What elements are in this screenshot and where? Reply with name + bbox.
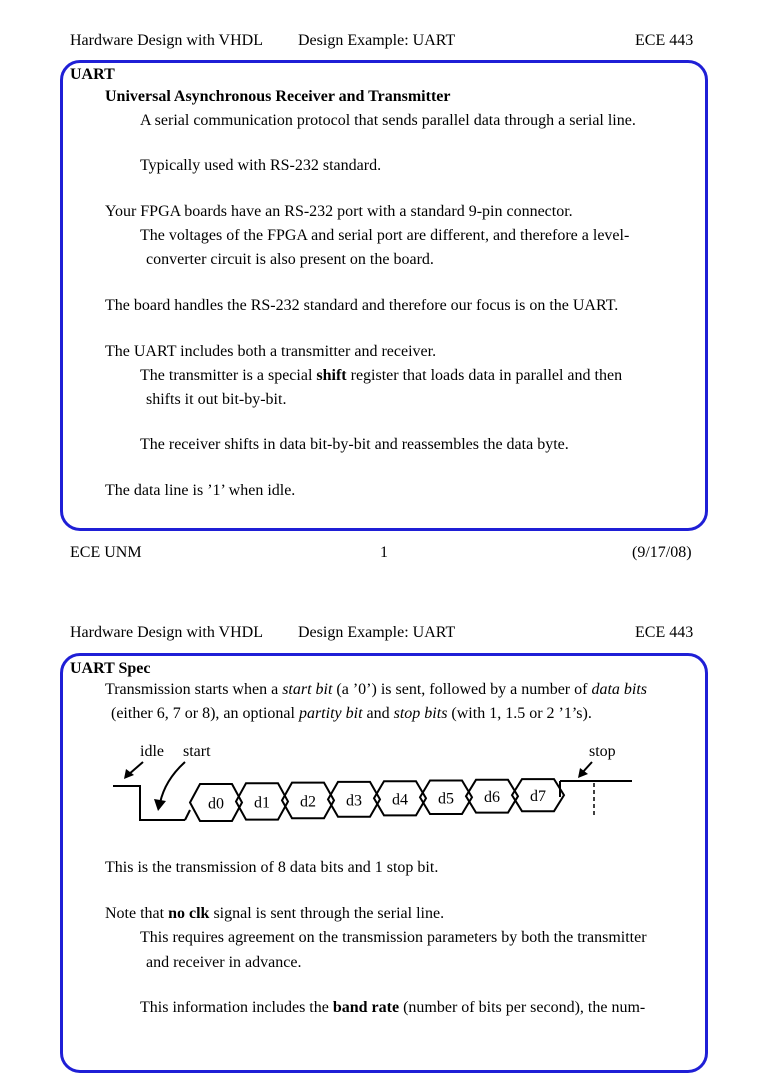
data-bit-label: d4	[392, 791, 408, 809]
term-data-bits: data bits	[591, 681, 648, 698]
slide1-subtitle: Universal Asynchronous Receiver and Transmitter	[105, 88, 451, 105]
term-parity-bit: partity bit	[298, 705, 363, 722]
slide2-header-course-number: ECE 443	[635, 624, 694, 641]
emphasis-shift: shift	[316, 367, 347, 384]
emphasis-no-clk: no clk	[168, 905, 210, 922]
slide2-line	[105, 904, 444, 924]
data-bit-label: d3	[346, 792, 362, 810]
idle-high-line	[113, 786, 185, 820]
text-run: signal is sent through the serial line.	[209, 905, 445, 922]
data-bit-label: d7	[530, 788, 546, 806]
data-bit-label: d5	[438, 790, 454, 808]
label-idle: idle	[140, 743, 164, 760]
slide1-footer-left: ECE UNM	[70, 544, 142, 561]
term-start-bit: start bit	[282, 681, 333, 698]
uart-timing-diagram	[0, 735, 768, 835]
slide1-footer-date: (9/17/08)	[632, 544, 692, 561]
slide2-line	[140, 998, 645, 1018]
slide1-line: A serial communication protocol that sends parallel data through a serial line.	[140, 112, 636, 129]
slide1-line: The data line is ’1’ when idle.	[105, 482, 296, 499]
slide1-header-course: Hardware Design with VHDL	[70, 32, 263, 49]
label-start: start	[183, 743, 211, 760]
slide1-line: shifts it out bit-by-bit.	[146, 391, 287, 408]
text-run: The transmitter is a special	[140, 367, 317, 384]
slide2-title: UART Spec	[70, 660, 151, 677]
slide2-header-topic: Design Example: UART	[298, 624, 456, 641]
slide1-header-topic: Design Example: UART	[298, 32, 456, 49]
slide1-line: The UART includes both a transmitter and receiver.	[105, 343, 437, 360]
start-arrow	[160, 762, 185, 803]
data-bit-label: d1	[254, 794, 270, 812]
slide2-line: This is the transmission of 8 data bits and 1 stop bit.	[105, 859, 439, 876]
label-stop: stop	[589, 743, 616, 760]
slide1-title: UART	[70, 66, 115, 83]
data-bit-label: d0	[208, 795, 224, 813]
slide1-footer-page-number: 1	[380, 544, 388, 561]
start-transition	[185, 810, 190, 820]
slide1-line: The board handles the RS-232 standard and therefore our focus is on the UART.	[105, 297, 619, 314]
slide1-line: Your FPGA boards have an RS-232 port with a standard 9-pin connector.	[105, 203, 573, 220]
slide2-line: This requires agreement on the transmission parameters by both the transmitter	[140, 929, 647, 946]
text-run: (number of bits per second), the num-	[399, 999, 646, 1016]
text-run: register that loads data in parallel and then	[346, 367, 623, 384]
data-bit-label: d2	[300, 793, 316, 811]
slide2-line: and receiver in advance.	[146, 954, 302, 971]
slide1-line: Typically used with RS-232 standard.	[140, 157, 382, 174]
text-run: (either 6, 7 or 8), an optional	[111, 705, 299, 722]
slide2-line	[105, 680, 647, 700]
slide2-header-course: Hardware Design with VHDL	[70, 624, 263, 641]
data-bit-label: d6	[484, 789, 500, 807]
slide1-line: The voltages of the FPGA and serial port are different, and therefore a level-	[140, 227, 630, 244]
slide1-line: The receiver shifts in data bit-by-bit and reassembles the data byte.	[140, 436, 569, 453]
slide2-line	[111, 704, 592, 724]
text-run: and	[362, 705, 394, 722]
text-run: (with 1, 1.5 or 2 ’1’s).	[447, 705, 592, 722]
slide1-line	[140, 366, 622, 386]
term-stop-bits: stop bits	[393, 705, 448, 722]
text-run: Transmission starts when a	[105, 681, 283, 698]
text-run: (a ’0’) is sent, followed by a number of	[332, 681, 592, 698]
text-run: Note that	[105, 905, 169, 922]
emphasis-band-rate: band rate	[332, 999, 400, 1016]
start-arrowhead	[154, 799, 166, 811]
text-run: This information includes the	[140, 999, 333, 1016]
slide1-header-course-number: ECE 443	[635, 32, 694, 49]
slide1-line: converter circuit is also present on the board.	[146, 251, 434, 268]
data-bits-group	[185, 779, 564, 821]
